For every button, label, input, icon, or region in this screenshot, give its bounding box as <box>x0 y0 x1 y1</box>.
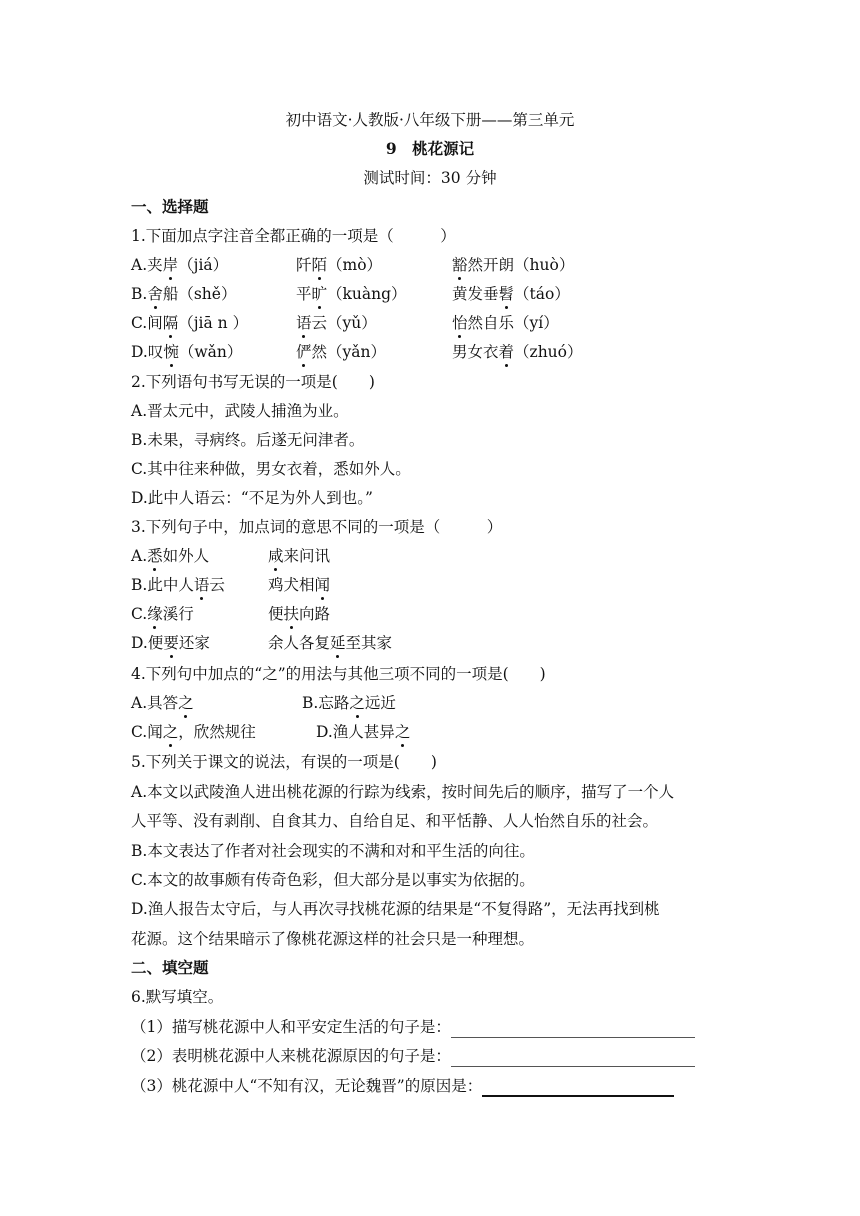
q6-item-3 <box>131 1075 674 1097</box>
q6-item-3-prompt: （3）桃花源中人“不知有汉，无论魏晋”的原因是： <box>131 1077 483 1095</box>
test-time: 测试时间：30 分钟 <box>363 169 497 187</box>
q1-c-word2: 语云（yǔ） <box>296 314 377 332</box>
q1-d-word3: 男女衣着（zhuó） <box>452 343 583 361</box>
q6-item-1-prompt: （1）描写桃花源中人和平安定生活的句子是： <box>131 1018 451 1036</box>
q6-item-3-answer-blank[interactable] <box>482 1077 674 1097</box>
q2-option-c: C.其中往来种做，男女衣着，悉如外人。 <box>131 460 411 478</box>
q6-item-1 <box>131 1016 695 1038</box>
q5-option-d-line2: 花源。这个结果暗示了像桃花源这样的社会只是一种理想。 <box>131 930 535 948</box>
section-fill-title: 二、填空题 <box>131 958 209 977</box>
section-choice-title: 一、选择题 <box>131 197 209 216</box>
q2-option-a: A.晋太元中，武陵人捕渔为业。 <box>131 402 349 420</box>
q1-b-word3: 黄发垂髫（táo） <box>452 285 570 303</box>
q5-option-a-line2: 人平等、没有剥削、自食其力、自给自足、和平恬静、人人怡然自乐的社会。 <box>131 812 659 830</box>
series-title: 初中语文·人教版·八年级下册——第三单元 <box>285 111 575 129</box>
q3-option-a-left: A.悉如外人 <box>131 547 210 565</box>
q1-b-word2: 平旷（kuàng） <box>296 285 407 303</box>
q4-option-d: D.渔人甚异之 <box>316 723 411 741</box>
q6-item-2 <box>131 1045 695 1067</box>
q1-a-word3: 豁然开朗（huò） <box>452 256 575 274</box>
q1-d-option: D.叹惋（wǎn） <box>131 343 243 361</box>
q2-option-d: D.此中人语云：“不足为外人到也。” <box>131 489 373 507</box>
q1-b-option: B.舍船（shě） <box>131 285 237 303</box>
q6-item-2-answer-blank[interactable] <box>451 1048 695 1067</box>
q2-option-b: B.未果，寻病终。后遂无问津者。 <box>131 431 365 449</box>
q1-d-word2: 俨然（yǎn） <box>296 343 386 361</box>
q5-option-d-line1: D.渔人报告太守后，与人再次寻找桃花源的结果是“不复得路”，无法再找到桃 <box>131 900 660 918</box>
q3-option-c-left: C.缘溪行 <box>131 605 194 623</box>
q4-option-b: B.忘路之远近 <box>302 694 396 712</box>
q3-stem: 3.下列句子中，加点词的意思不同的一项是（ ） <box>131 518 503 536</box>
q3-option-b-right: 鸡犬相闻 <box>268 576 331 594</box>
q5-option-c: C.本文的故事颇有传奇色彩，但大部分是以事实为依据的。 <box>131 871 535 889</box>
q1-a-option: A.夹岸（jiá） <box>131 256 229 274</box>
q1-stem: 1.下面加点字注音全都正确的一项是（ ） <box>131 227 456 245</box>
q3-option-c-right: 便扶向路 <box>268 605 331 623</box>
q6-item-2-prompt: （2）表明桃花源中人来桃花源原因的句子是： <box>131 1047 451 1065</box>
q2-stem: 2.下列语句书写无误的一项是( ) <box>131 373 375 391</box>
q1-c-option: C.间隔（jiā n ） <box>131 314 249 332</box>
q1-a-word2: 阡陌（mò） <box>296 256 383 274</box>
q1-c-word3: 怡然自乐（yí） <box>452 314 559 332</box>
q5-stem: 5.下列关于课文的说法，有误的一项是( ) <box>131 753 437 771</box>
q5-option-b: B.本文表达了作者对社会现实的不满和对和平生活的向往。 <box>131 842 535 860</box>
q4-option-c: C.闻之，欣然规往 <box>131 723 256 741</box>
q6-stem: 6.默写填空。 <box>131 988 224 1006</box>
q3-option-b-left: B.此中人语云 <box>131 576 225 594</box>
q5-option-a-line1: A.本文以武陵渔人进出桃花源的行踪为线索，按时间先后的顺序，描写了一个人 <box>131 783 675 801</box>
q3-option-d-left: D.便要还家 <box>131 634 210 652</box>
lesson-title: 9 桃花源记 <box>385 139 475 158</box>
q3-option-a-right: 咸来问讯 <box>268 547 331 565</box>
q6-item-1-answer-blank[interactable] <box>451 1019 695 1038</box>
q3-option-d-right: 余人各复延至其家 <box>268 634 393 652</box>
q4-option-a: A.具答之 <box>131 694 194 712</box>
q4-stem: 4.下列句中加点的“之”的用法与其他三项不同的一项是( ) <box>131 665 546 683</box>
